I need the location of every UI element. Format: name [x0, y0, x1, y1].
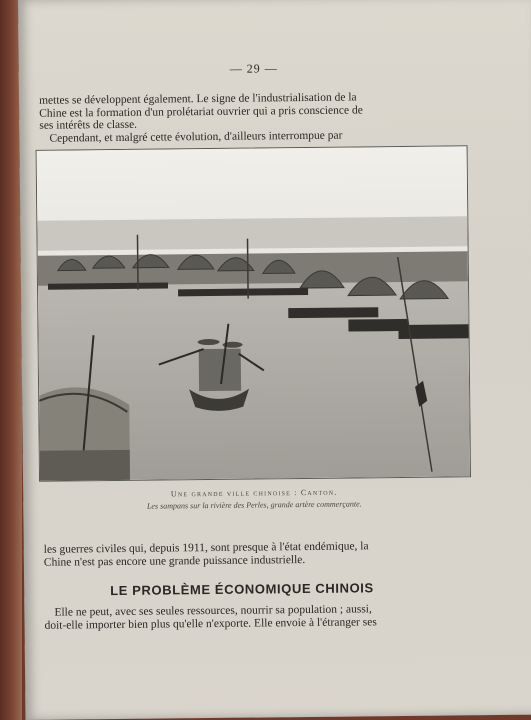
text-line: Chine n'est pas encore une grande puissance industrielle. — [43, 553, 306, 569]
paragraph-section — [44, 602, 474, 632]
caption-subtitle: Les sampans sur la rivière des Perles, grande artère commerçante. — [146, 499, 362, 511]
canton-sampans-photo — [36, 145, 471, 482]
text-line: Cependant, et malgré cette évolution, d'ailleurs interrompue par — [49, 129, 343, 145]
text-line: ses intérêts de classe. — [39, 118, 138, 132]
text-line: Chine est la formation d'un prolétariat ouvrier qui a pris conscience de — [39, 103, 363, 120]
page-number: — 29 — — [229, 61, 278, 76]
paragraph-top — [39, 90, 470, 145]
paragraph-bottom — [44, 539, 474, 569]
text-line: les guerres civiles qui, depuis 1911, sont presque à l'état endémique, la — [43, 540, 369, 556]
text-line: doit-elle importer bien plus qu'elle n'exporte. Elle envoie à l'étranger ses — [44, 615, 377, 632]
figure-caption — [39, 486, 469, 512]
book-page — [18, 0, 531, 720]
text-line: Elle ne peut, avec ses seules ressources, nourrir sa population ; aussi, — [54, 603, 372, 619]
text-line: mettes se développent également. Le signe de l'industrialisation de la — [38, 91, 357, 107]
caption-title: Une grande ville chinoise : Canton. — [170, 487, 338, 499]
section-heading: LE PROBLÈME ÉCONOMIQUE CHINOIS — [110, 580, 374, 599]
